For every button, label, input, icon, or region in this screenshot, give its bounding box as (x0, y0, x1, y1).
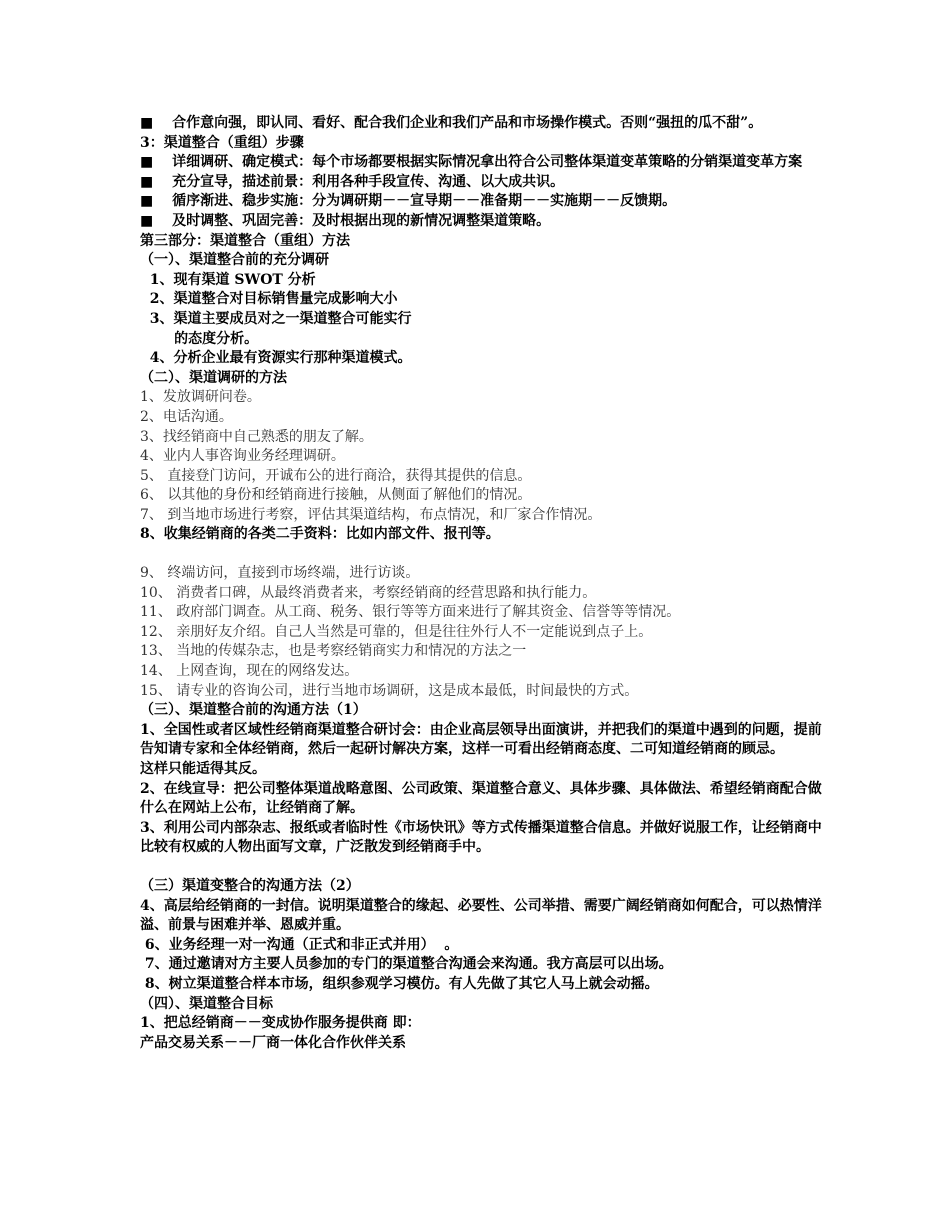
goal-item-1-detail: 产品交易关系－－厂商一体化合作伙伴关系 (140, 1034, 406, 1051)
comm-item-1: 1、全国性或者区域性经销商渠道整合研讨会：由企业高层领导出面演讲，并把我们的渠道中遇到的问题，提前告知请专家和全体经销商，然后一起研讨解决方案，这样一可看出经销商态度、二可知道经销商的顾忌。 (140, 721, 822, 758)
method-item-2: 2、电话沟通。 (140, 408, 233, 425)
blank-line (140, 858, 830, 877)
method-item-6: 6、 以其他的身份和经销商进行接触，从侧面了解他们的情况。 (140, 487, 532, 504)
goal-item-1: 1、把总经销商－－变成协作服务提供商 即： (140, 1015, 421, 1032)
comm-item-2: 2、在线宣导：把公司整体渠道战略意图、公司政策、渠道整合意义、具体步骤、具体做法、希望经销商配合做什么在网站上公布，让经销商了解。 (140, 780, 822, 817)
bullet-cooperation-willingness: ■ 合作意向强，即认同、看好、配合我们企业和我们产品和市场操作模式。否则“强扭的瓜不甜”。 (140, 115, 763, 131)
item-member-attitude: 3、渠道主要成员对之一渠道整合可能实行 (140, 310, 412, 327)
method-item-11: 11、 政府部门调查。从工商、税务、银行等等方面来进行了解其资金、信誉等等情况。 (140, 604, 681, 621)
item-resource-mode: 4、分析企业最有资源实行那种渠道模式。 (140, 350, 412, 367)
method-item-4: 4、业内人事咨询业务经理调研。 (140, 448, 345, 465)
method-item-10: 10、 消费者口碑，从最终消费者来，考察经销商的经营思路和执行能力。 (140, 584, 597, 601)
bullet-step-by-step: ■ 循序渐进、稳步实施：分为调研期－－宣导期－－准备期－－实施期－－反馈期。 (140, 193, 677, 210)
bullet-timely-adjust: ■ 及时调整、巩固完善：及时根据出现的新情况调整渠道策略。 (140, 212, 551, 229)
blank-line (140, 545, 830, 564)
document-page (140, 114, 830, 1053)
method-item-12: 12、 亲朋好友介绍。自己人当然是可靠的，但是往往外行人不一定能说到点子上。 (140, 623, 653, 640)
method-item-8: 8、收集经销商的各类二手资料：比如内部文件、报刊等。 (140, 526, 500, 543)
comm-item-6: 6、业务经理一对一沟通（正式和非正式并用） 。 (140, 936, 459, 953)
bullet-research-mode: ■ 详细调研、确定模式：每个市场都要根据实际情况拿出符合公司整体渠道变革策略的分销渠道变革方案 (140, 154, 803, 171)
bullet-publicize-vision: ■ 充分宣导，描述前景：利用各种手段宣传、沟通、以大成共识。 (140, 173, 565, 190)
comm-item-7: 7、通过邀请对方主要人员参加的专门的渠道整合沟通会来沟通。我方高层可以出场。 (140, 956, 673, 973)
method-item-15: 15、 请专业的咨询公司，进行当地市场调研，这是成本最低，时间最快的方式。 (140, 682, 639, 699)
comm-item-4: 4、高层给经销商的一封信。说明渠道整合的缘起、必要性、公司举措、需要广阔经销商如何配合，可以热情洋溢、前景与困难并举、恩威并重。 (140, 897, 822, 934)
method-item-3: 3、找经销商中自己熟悉的朋友了解。 (140, 428, 373, 445)
method-item-13: 13、 当地的传媒杂志，也是考察经销商实力和情况的方法之一 (140, 643, 527, 660)
comm-item-1-note: 这样只能适得其反。 (140, 761, 266, 777)
item-sales-impact: 2、渠道整合对目标销售量完成影响大小 (140, 291, 398, 308)
item-member-attitude-cont: 的态度分析。 (140, 330, 259, 347)
method-item-7: 7、 到当地市场进行考察，评估其渠道结构，布点情况，和厂家合作情况。 (140, 506, 602, 523)
method-item-14: 14、 上网查询，现在的网络发达。 (140, 663, 359, 680)
method-item-5: 5、 直接登门访问，开诚布公的进行商洽，获得其提供的信息。 (140, 467, 532, 484)
heading-communication-1: （三）、渠道整合前的沟通方法（1） (140, 702, 367, 719)
heading-pre-research: （一）、渠道整合前的充分调研 (140, 252, 329, 269)
heading-integration-goals: （四）、渠道整合目标 (140, 995, 273, 1012)
method-item-9: 9、 终端访问，直接到市场终端，进行访谈。 (140, 565, 420, 582)
heading-research-methods: （二）、渠道调研的方法 (140, 369, 287, 386)
method-item-1: 1、发放调研问卷。 (140, 389, 261, 406)
heading-integration-steps: 3：渠道整合（重组）步骤 (140, 134, 304, 151)
comm-item-8: 8、树立渠道整合样本市场，组织参观学习模仿。有人先做了其它人马上就会动摇。 (140, 975, 659, 992)
heading-communication-2: （三）渠道变整合的沟通方法（2） (140, 877, 360, 894)
heading-part-three: 第三部分：渠道整合（重组）方法 (140, 232, 350, 249)
comm-item-3: 3、利用公司内部杂志、报纸或者临时性《市场快讯》等方式传播渠道整合信息。并做好说服工作，让经销商中比较有权威的人物出面写文章，广泛散发到经销商手中。 (140, 819, 822, 856)
item-swot: 1、现有渠道 SWOT 分析 (140, 271, 316, 288)
